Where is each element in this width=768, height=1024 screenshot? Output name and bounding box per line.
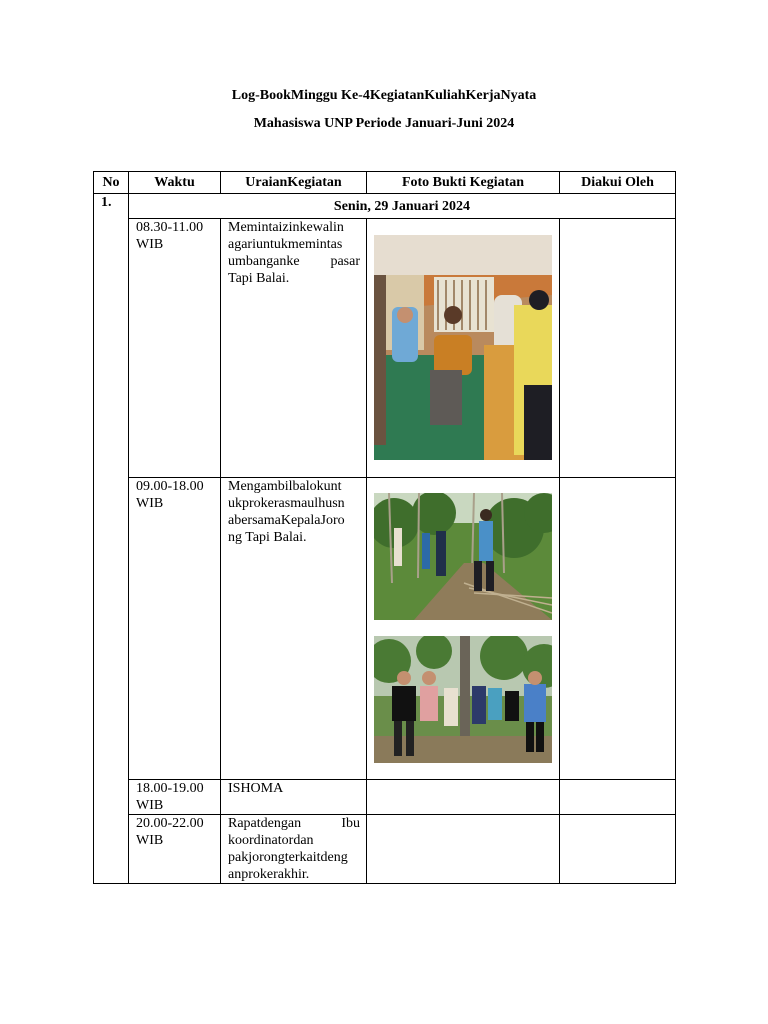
table-header-row [94,172,676,194]
row-number: 1. [94,194,129,884]
time-cell: 08.30-11.00 WIB [129,219,221,478]
activity-cell: Rapatdengan Ibu koordinatordan pakjorongterkaitdeng anprokerakhir. [221,815,367,884]
photo-cell [367,815,560,884]
date-row [94,194,676,219]
activity-cell: Mengambilbalokunt ukprokerasmaulhusn abersamaKepalaJoro ng Tapi Balai. [221,478,367,780]
activity-cell: ISHOMA [221,780,367,815]
approved-cell [560,815,676,884]
table-row [94,780,676,815]
table-row [94,815,676,884]
column-header-photo: Foto Bukti Kegiatan [367,172,560,194]
day-date: Senin, 29 Januari 2024 [129,194,676,219]
photo-cell [367,780,560,815]
meeting-photo [374,235,552,460]
time-cell: 09.00-18.00 WIB [129,478,221,780]
document-subtitle: Mahasiswa UNP Periode Januari-Juni 2024 [253,116,515,131]
column-header-activity: UraianKegiatan [221,172,367,194]
table-row [94,219,676,478]
approved-cell [560,780,676,815]
activity-cell: Memintaizinkewalin agariuntukmemintas umbanganke pasar Tapi Balai. [221,219,367,478]
column-header-no: No [94,172,129,194]
photo-cell [367,219,560,478]
column-header-time: Waktu [129,172,221,194]
column-header-approved: Diakui Oleh [560,172,676,194]
forest-walk-photo [374,493,552,620]
time-cell: 20.00-22.00 WIB [129,815,221,884]
time-cell: 18.00-19.00 WIB [129,780,221,815]
table-row [94,478,676,780]
photo-cell [367,478,560,780]
group-photo [374,636,552,763]
document-title: Log-BookMinggu Ke-4KegiatanKuliahKerjaNyata [231,88,537,103]
logbook-table [93,171,676,884]
approved-cell [560,478,676,780]
approved-cell [560,219,676,478]
